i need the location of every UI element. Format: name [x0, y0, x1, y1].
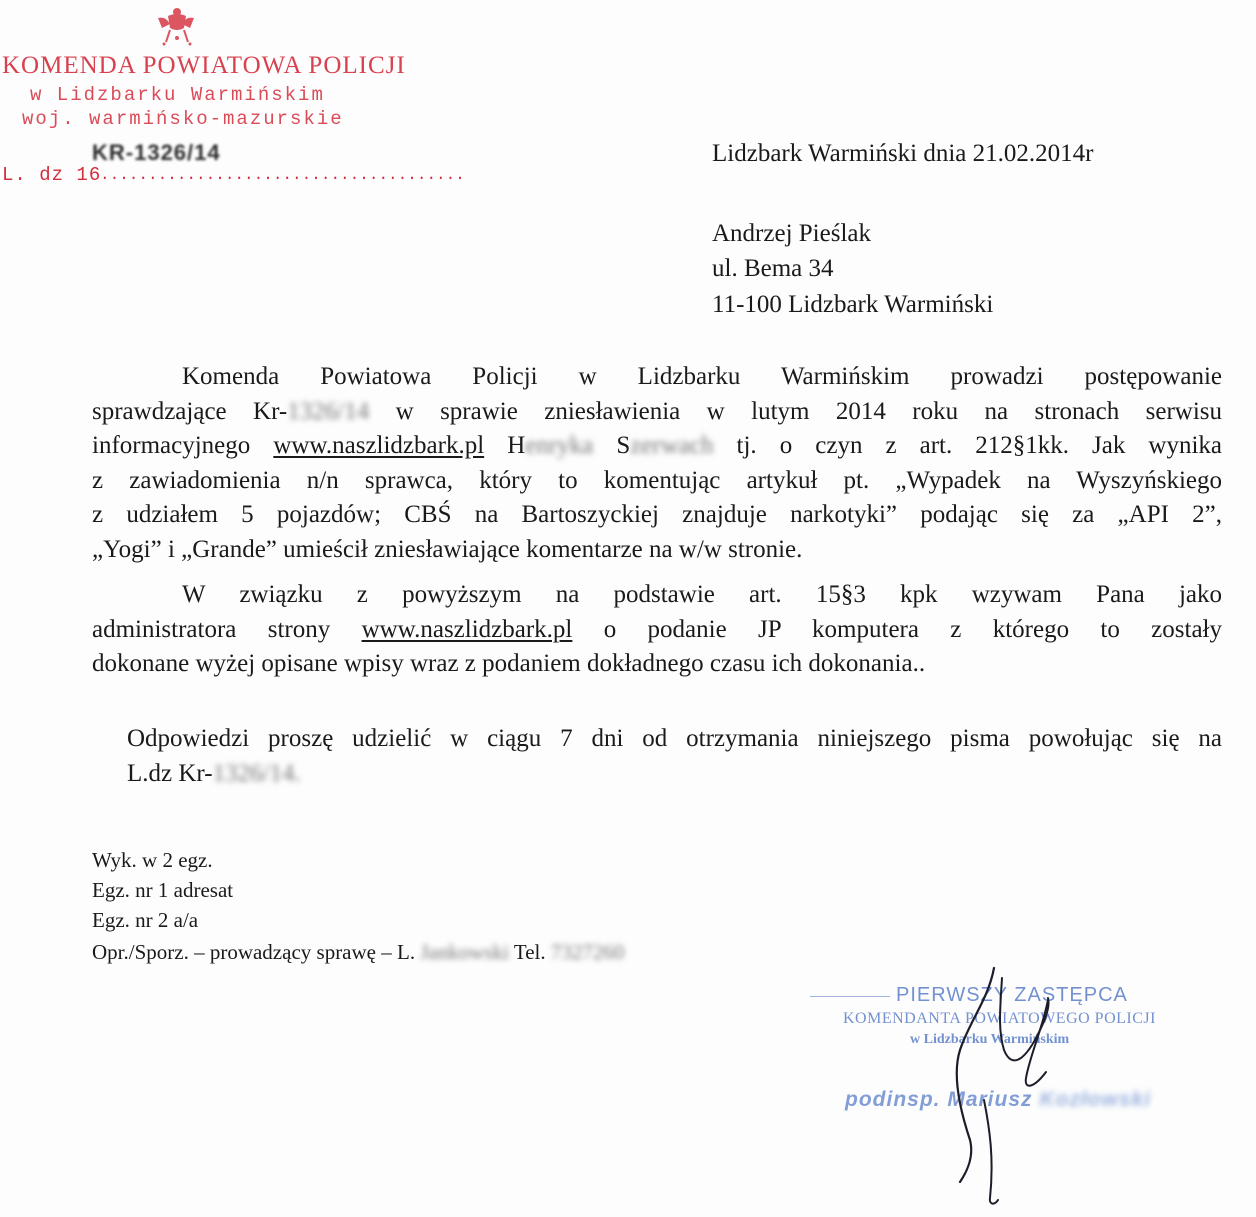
stamp-dotted-line: ...................................... — [100, 166, 465, 184]
text-segment: L.dz Kr- — [127, 759, 213, 787]
text-segment: Tel. — [509, 940, 551, 964]
paragraph-line: z udziałem 5 pojazdów; CBŚ na Bartoszyckiej znajduje narkotyki” podając się za „API 2”, — [92, 501, 1222, 528]
recipient-city: 11-100 Lidzbark Warmiński — [712, 291, 994, 318]
stamp-blue-line1: PIERWSZY ZASTĘPCA — [896, 984, 1128, 1006]
recipient-name: Andrzej Pieślak — [712, 220, 871, 247]
police-eagle-emblem-icon — [150, 2, 202, 50]
paragraph-line: Komenda Powiatowa Policji w Lidzbarku Warmińskim prowadzi postępowanie — [182, 363, 1222, 390]
paragraph-line — [92, 613, 1222, 648]
text-segment: sprawdzające Kr- — [92, 397, 288, 425]
website-link[interactable]: www.naszlidzbark.pl — [273, 432, 485, 459]
paragraph-line — [92, 395, 1222, 430]
footer-copy-2: Egz. nr 2 a/a — [92, 908, 199, 932]
text-segment: tj. o czyn z art. 212§1kk. Jak wynika — [713, 432, 1223, 459]
text-segment: informacyjnego — [92, 432, 274, 459]
redacted-officer-name: Jankowski — [420, 940, 509, 964]
redacted-phone: 7327260 — [550, 940, 625, 964]
body-paragraph-3 — [127, 722, 1222, 791]
stamp-divider-line — [810, 996, 890, 997]
text-segment: podinsp. Mariusz — [845, 1088, 1040, 1111]
body-paragraph-2 — [92, 578, 1222, 682]
paragraph-line: „Yogi” i „Grande” umieścił zniesławiające komentarze na w/w stronie. — [92, 535, 803, 563]
redacted-last-name: zerwach — [630, 432, 714, 459]
text-segment: o podanie JP komputera z którego to zostały — [572, 615, 1222, 643]
paragraph-line: z zawiadomienia n/n sprawca, który to komentując artykuł pt. „Wypadek na Wyszyńskiego — [92, 466, 1222, 494]
paragraph-line — [127, 757, 1222, 792]
stamp-blue-line3: w Lidzbarku Warmińskim — [910, 1032, 1070, 1047]
stamp-red-line2: w Lidzbarku Warmińskim — [30, 84, 325, 106]
letter-date: Lidzbark Warmiński dnia 21.02.2014r — [712, 140, 1094, 167]
stamp-case-number: KR-1326/14 — [92, 140, 221, 165]
stamp-blue-line2: KOMENDANTA POWIATOWEGO POLICJI — [843, 1010, 1156, 1027]
redacted-case-number: 1326/14 — [287, 397, 370, 425]
website-link[interactable]: www.naszlidzbark.pl — [361, 615, 573, 643]
paragraph-line: W związku z powyższym na podstawie art. 15§3 kpk wzywam Pana jako — [182, 581, 1222, 608]
paragraph-line: Odpowiedzi proszę udzielić w ciągu 7 dni od otrzymania niniejszego pisma powołując się na — [127, 725, 1222, 752]
text-segment: S — [593, 432, 631, 459]
text-segment: Opr./Sporz. – prowadzący sprawę – L. — [92, 940, 421, 964]
stamp-red-line3: woj. warmińsko-mazurskie — [22, 108, 344, 130]
recipient-street: ul. Bema 34 — [712, 255, 834, 282]
text-segment: H — [484, 432, 526, 459]
footer-copy-1: Egz. nr 1 adresat — [92, 878, 234, 902]
paragraph-line: dokonane wyżej opisane wpisy wraz z podaniem dokładnego czasu ich dokonania.. — [92, 650, 926, 677]
handwritten-signature-icon — [930, 960, 1070, 1210]
stamp-red-line1: KOMENDA POWIATOWA POLICJI — [2, 52, 406, 79]
footer-copies: Wyk. w 2 egz. — [92, 848, 213, 872]
redacted-case-number: 1326/14. — [212, 759, 301, 787]
redacted-first-name: enryka — [525, 432, 594, 459]
redacted-signatory-surname: Kozłowski — [1039, 1088, 1152, 1111]
stamp-ldz-label: L. dz 16 — [2, 164, 102, 186]
text-segment: w sprawie zniesławienia w lutym 2014 roku na stronach serwisu — [369, 397, 1222, 425]
text-segment: administratora strony — [92, 615, 362, 643]
footer-prepared-by — [92, 940, 624, 965]
body-paragraph-1 — [92, 360, 1222, 567]
paragraph-line — [92, 429, 1222, 464]
